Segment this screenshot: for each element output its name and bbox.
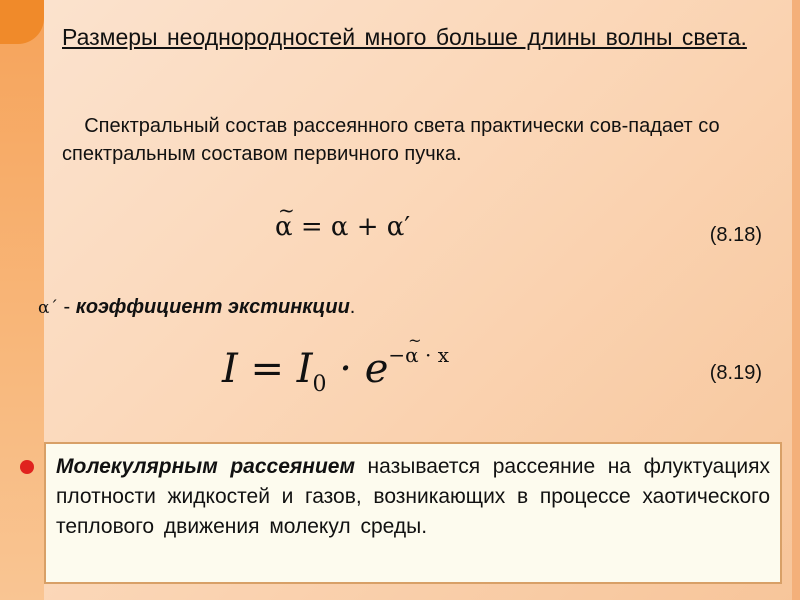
equation-number-8-18: (8.18) (709, 224, 762, 246)
alpha-tilde: ~ α (275, 212, 293, 242)
formula-8-19-dot-e: · e (326, 346, 389, 392)
exp-alpha-tilde: ~ α (405, 343, 419, 367)
extinction-definition (38, 296, 355, 319)
formula-8-19-sub: 0 (312, 372, 327, 397)
definition-period: . (349, 296, 356, 318)
formula-8-19-exponent (388, 343, 449, 367)
extinction-term: коэффициент экстинкции (75, 296, 350, 318)
spectral-paragraph: Спектральный состав рассеянного света практически сов-падает со спектральным составом первичного пучка. (62, 115, 720, 165)
molecular-scattering-definition-box (44, 442, 782, 584)
formula-8-19 (222, 343, 450, 397)
equation-number-8-19: (8.19) (709, 362, 762, 384)
slide-title: Размеры неоднородностей много больше длины волны света. (62, 24, 747, 50)
formula-8-18 (275, 212, 410, 242)
right-decor-border (792, 0, 800, 600)
formula-8-18-rhs: = α + α′ (300, 212, 411, 242)
formula-8-19-lhs: I = I (222, 346, 313, 392)
molecular-scattering-text: называется рассеяние на флуктуациях плотности жидкостей и газов, возникающих в процессе хаотического теплового движения молекул среды. (56, 455, 770, 538)
exp-minus: − (388, 343, 406, 367)
molecular-scattering-term: Молекулярным рассеянием (56, 455, 355, 478)
alpha-prime-symbol: α´ (38, 298, 58, 318)
bullet-dot (20, 460, 34, 474)
definition-dash: - (57, 296, 76, 318)
exp-rest: · x (418, 343, 450, 367)
